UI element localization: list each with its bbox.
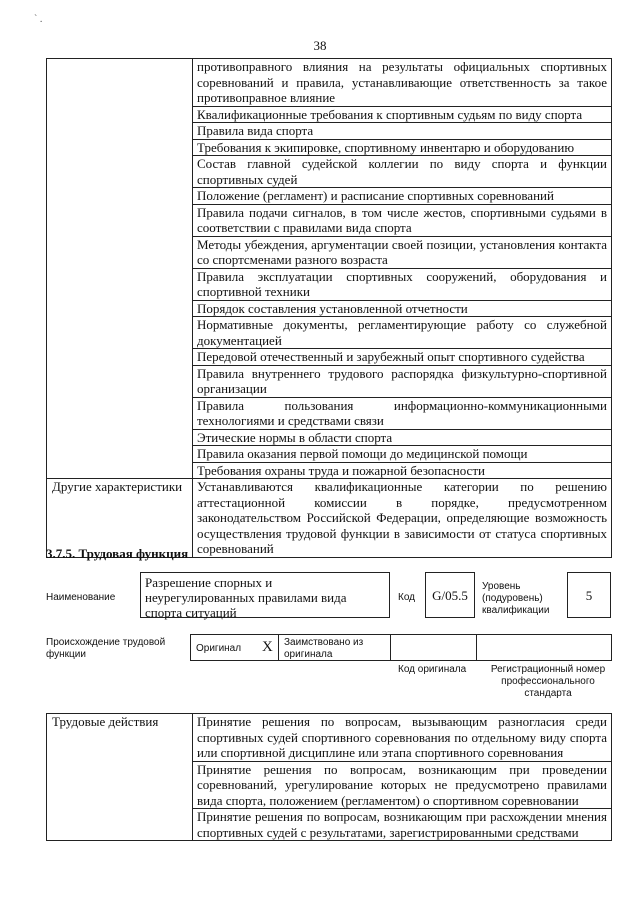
- level-box: [567, 572, 611, 618]
- knowledge-item: Правила вида спорта: [193, 123, 612, 140]
- knowledge-table: [46, 58, 612, 558]
- table-row: [47, 59, 612, 107]
- labor-action-item: Принятие решения по вопросам, возникающим при проведении соревнований, урегулирование которых не предусмотрено правилами вида спорта, положением (регламентом) о спортивном соревновании: [193, 761, 612, 809]
- reg-number-label: Регистрационный номер профессионального стандарта: [490, 664, 606, 699]
- knowledge-item: Этические нормы в области спорта: [193, 429, 612, 446]
- original-mark: X: [262, 639, 273, 655]
- other-characteristics-label: Другие характеристики: [47, 479, 193, 558]
- borrowed-label: Заимствовано из оригинала: [284, 637, 364, 660]
- page-number: 38: [313, 38, 327, 53]
- divider: [278, 634, 279, 661]
- divider: [476, 634, 477, 661]
- knowledge-item: Правила пользования информационно-коммуникационными технологиями и средствами связи: [193, 397, 612, 429]
- name-label: Наименование: [46, 592, 116, 603]
- knowledge-item: Положение (регламент) и расписание спортивных соревнований: [193, 188, 612, 205]
- table-row: [47, 714, 612, 762]
- scan-mark: ` .: [34, 14, 43, 25]
- row-label-empty: [47, 59, 193, 479]
- knowledge-item: Методы убеждения, аргументации своей позиции, установления контакта со спортсменами разного возраста: [193, 236, 612, 268]
- code-value: G/05.5: [432, 588, 468, 603]
- knowledge-item: Требования к экипировке, спортивному инвентарю и оборудованию: [193, 139, 612, 156]
- origin-label: Происхождение трудовой функции: [46, 637, 166, 660]
- origin-box: [190, 634, 612, 661]
- knowledge-item: Правила подачи сигналов, в том числе жестов, спортивными судьями в соответствии с правилами вида спорта: [193, 204, 612, 236]
- code-original-label: Код оригинала: [398, 664, 467, 675]
- labor-actions-table: [46, 713, 612, 841]
- knowledge-item: Квалификационные требования к спортивным судьям по виду спорта: [193, 106, 612, 123]
- knowledge-item: Состав главной судейской коллегии по виду спорта и функции спортивных судей: [193, 156, 612, 188]
- original-label: Оригинал: [196, 643, 242, 654]
- function-name-box: [140, 572, 390, 618]
- code-label: Код: [398, 592, 416, 603]
- code-box: [425, 572, 475, 618]
- section-title: 3.7.5. Трудовая функция: [46, 546, 189, 561]
- level-label: Уровень (подуровень) квалификации: [482, 581, 550, 616]
- knowledge-item: Правила эксплуатации спортивных сооружений, оборудования и спортивной техники: [193, 268, 612, 300]
- knowledge-item: противоправного влияния на результаты официальных спортивных соревнований и правила, устанавливающие ответственность за такое противоправное влияние: [193, 59, 612, 107]
- knowledge-item: Правила внутреннего трудового распорядка физкультурно-спортивной организации: [193, 365, 612, 397]
- knowledge-item: Правила оказания первой помощи до медицинской помощи: [193, 446, 612, 463]
- level-value: 5: [585, 588, 593, 603]
- labor-action-item: Принятие решения по вопросам, возникающим при расхождении мнения спортивных судей с результатами, зарегистрированными средствами: [193, 809, 612, 841]
- other-characteristics-text: Устанавливаются квалификационные категории по решению аттестационной комиссии в порядке, предусмотренном законодательством Российской Федерации, определяющие возможность осуществления трудовой функции в зависимости от статуса спортивных соревнований: [193, 479, 612, 558]
- knowledge-item: Требования охраны труда и пожарной безопасности: [193, 462, 612, 479]
- function-name-value: Разрешение спорных и неурегулированных правилами вида спорта ситуаций: [145, 575, 347, 620]
- knowledge-item: Нормативные документы, регламентирующие работу со служебной документацией: [193, 317, 612, 349]
- divider: [390, 634, 391, 661]
- labor-action-item: Принятие решения по вопросам, вызывающим разногласия среди спортивных судей спортивного соревнования по отдельному виду спорта или спортивной дисциплине или этапа спортивного соревнования: [193, 714, 612, 762]
- labor-actions-label: Трудовые действия: [47, 714, 193, 841]
- knowledge-item: Порядок составления установленной отчетности: [193, 300, 612, 317]
- knowledge-item: Передовой отечественный и зарубежный опыт спортивного судейства: [193, 349, 612, 366]
